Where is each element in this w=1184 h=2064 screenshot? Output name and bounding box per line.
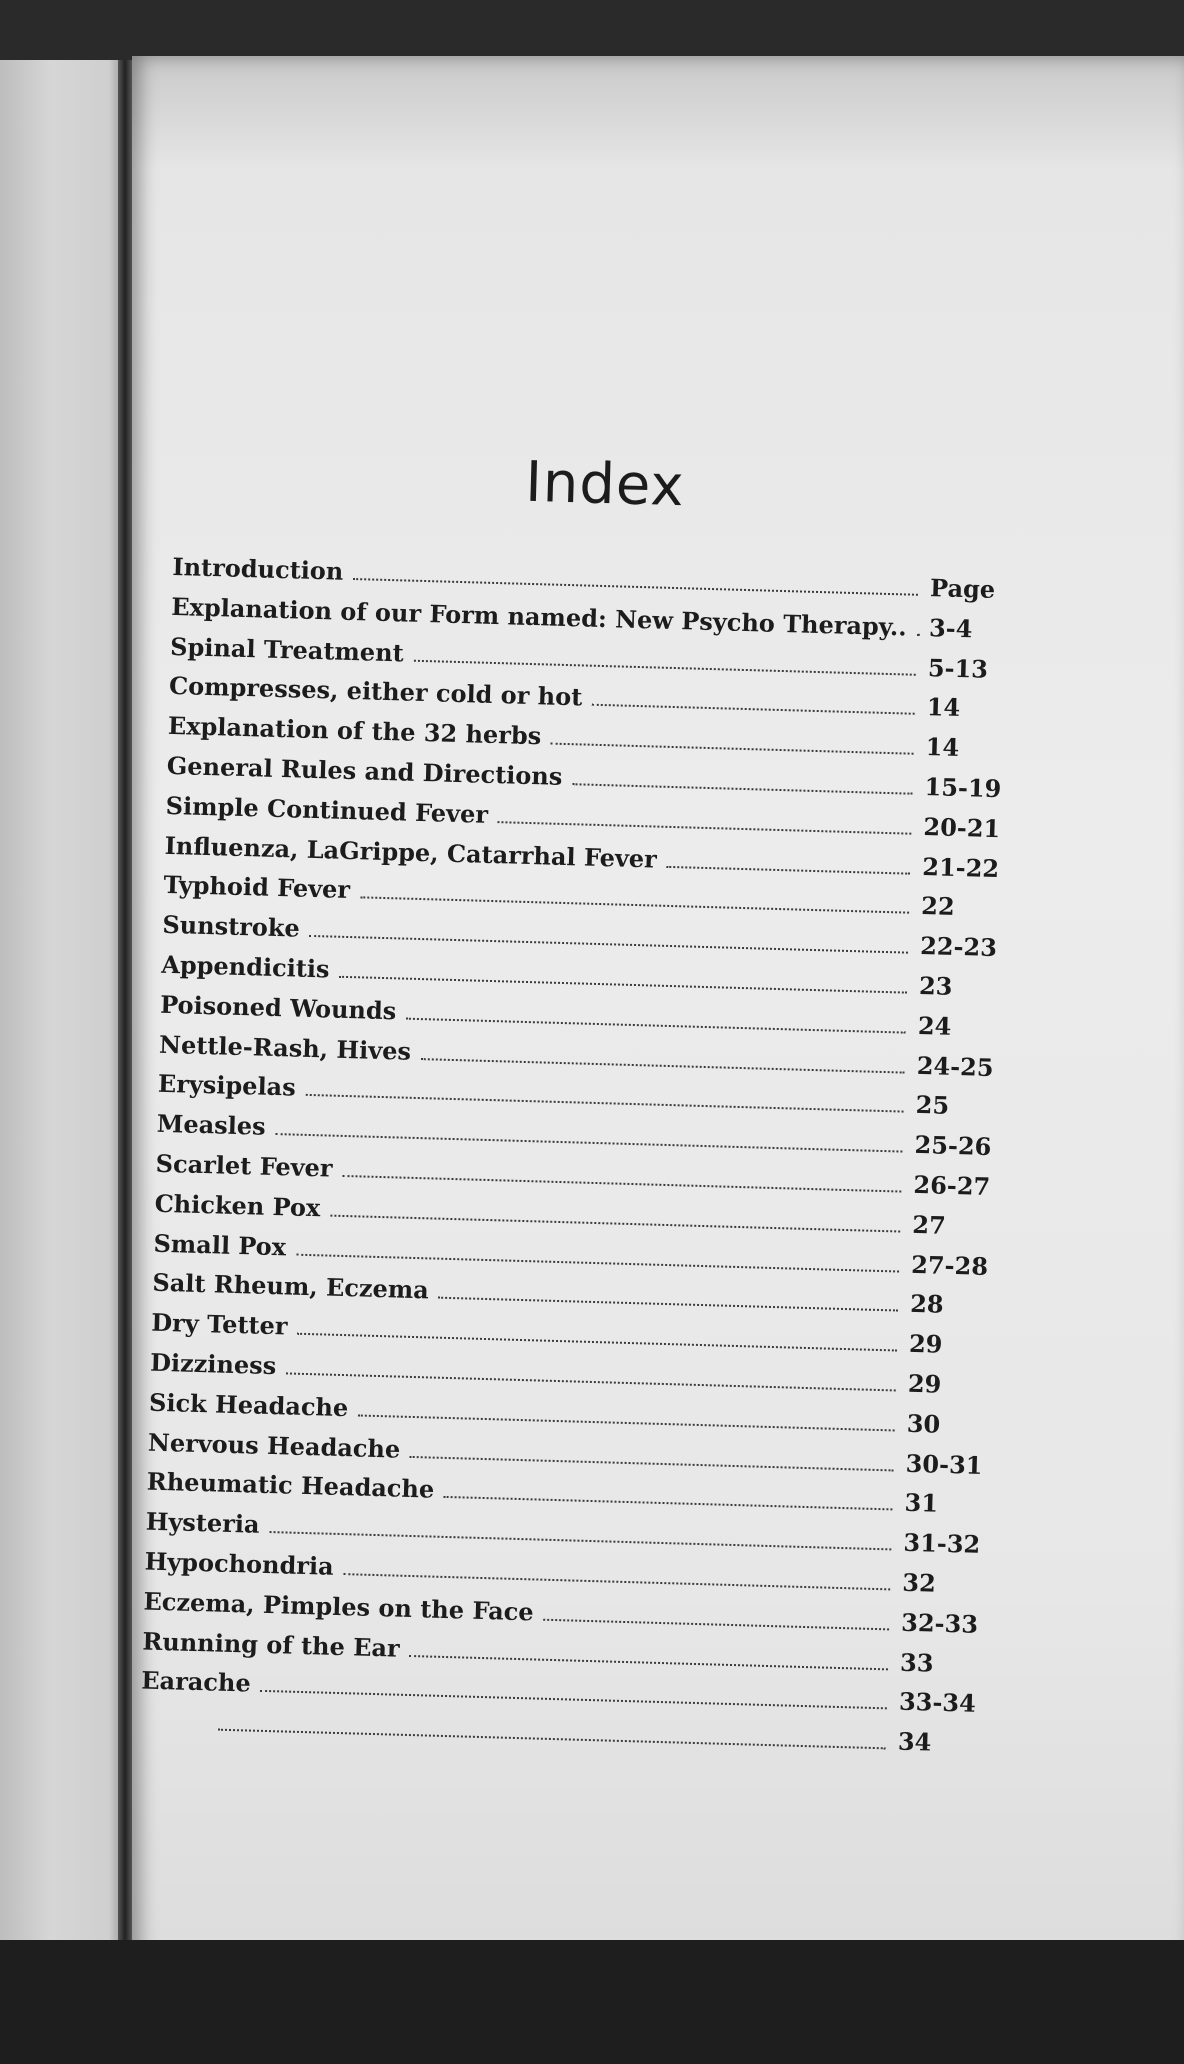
entry-page: 33-34 [898,1686,977,1719]
entry-page: 27-28 [910,1249,989,1281]
entry-page: 21-22 [921,851,1000,883]
entry-page: 29 [907,1368,942,1399]
dot-leader [330,1213,900,1232]
dot-leader [413,658,915,675]
entry-page: 14 [925,732,960,763]
entry-label: Small Pox [153,1228,287,1261]
entry-label: Rheumatic Headache [146,1466,435,1504]
entry-label: Hypochondria [144,1546,335,1581]
entry-page: 25 [915,1090,950,1121]
entry-page: 32 [901,1567,937,1598]
facing-page [0,60,128,1940]
entry-label: Spinal Treatment [169,631,405,668]
entry-label: Introduction [172,551,344,586]
entry-page: 34 [897,1726,932,1757]
page-title: Index [524,449,686,520]
entry-label: Dry Tetter [150,1307,288,1341]
entry-page: 31-32 [903,1527,981,1560]
entry-label: Nervous Headache [147,1427,401,1464]
dot-leader [498,820,912,835]
entry-page: 22 [920,891,956,922]
entry-label: Compresses, either cold or hot [168,671,583,712]
dot-leader [551,742,914,755]
entry-label: Typhoid Fever [163,870,351,905]
entry-label: Eczema, Pimples on the Face [143,1586,535,1627]
dot-leader [342,1174,901,1193]
index-entries [140,547,1013,1764]
entry-label: Influenza, LaGrippe, Catarrhal Fever [164,830,658,874]
entry-page: 31 [904,1488,939,1519]
entry-page: 5-13 [927,652,989,684]
entry-page: 27 [911,1209,947,1240]
entry-label: Explanation of our Form named: New Psycho Therapy.. [170,591,908,642]
entry-label: Appendicitis [160,949,330,984]
scan-background [0,1940,1184,2064]
entry-label: Chicken Pox [154,1188,321,1223]
entry-page: 25-26 [914,1130,992,1162]
entry-page: 33 [899,1647,934,1678]
entry-page: Page [929,573,996,604]
entry-page: 14 [926,692,961,723]
dot-leader [421,1057,905,1074]
dot-leader [543,1617,889,1630]
entry-label: Salt Rheum, Eczema [152,1268,430,1305]
entry-page: 22-23 [919,931,998,963]
entry-page: 32-33 [900,1607,979,1639]
entry-page: 20-21 [923,811,1001,843]
dot-leader [410,1454,894,1471]
entry-label: Sick Headache [148,1387,349,1422]
entry-label: Erysipelas [157,1069,297,1102]
entry-label: Nettle-Rash, Hives [158,1029,412,1066]
dot-leader [339,975,907,994]
entry-page: 29 [908,1328,943,1359]
entry-label: General Rules and Directions [166,750,563,791]
dot-leader [360,896,909,914]
entry-label: Measles [156,1108,267,1141]
dot-leader [343,1572,890,1590]
dot-leader [358,1413,895,1431]
entry-page: 26-27 [913,1169,991,1201]
dot-leader [592,703,915,715]
entry-label: Hysteria [145,1506,260,1539]
entry-page: 3-4 [928,612,973,644]
entry-page: 28 [909,1289,944,1320]
entry-label: Sunstroke [162,909,301,943]
entry-page: 30-31 [905,1448,983,1480]
index-table [140,440,1016,1764]
entry-label: Earache [140,1665,252,1698]
dot-leader [439,1296,898,1312]
entry-label: Poisoned Wounds [159,989,397,1026]
entry-label: Explanation of the 32 herbs [167,711,542,751]
book-gutter [118,60,132,1940]
dot-leader [572,782,912,795]
entry-page: 30 [906,1408,941,1439]
entry-label: Running of the Ear [142,1626,401,1663]
entry-page: 15-19 [924,772,1002,804]
entry-page: 24-25 [916,1050,994,1082]
entry-page: 23 [918,970,953,1001]
entry-page: 24 [917,1010,952,1041]
dot-leader [353,577,918,596]
dot-leader [409,1654,888,1670]
entry-label: Dizziness [149,1347,277,1381]
dot-leader [667,864,911,874]
dot-leader [406,1016,906,1033]
dot-leader [444,1495,893,1511]
entry-label: Scarlet Fever [155,1148,333,1183]
entry-label: Simple Continued Fever [165,790,489,829]
